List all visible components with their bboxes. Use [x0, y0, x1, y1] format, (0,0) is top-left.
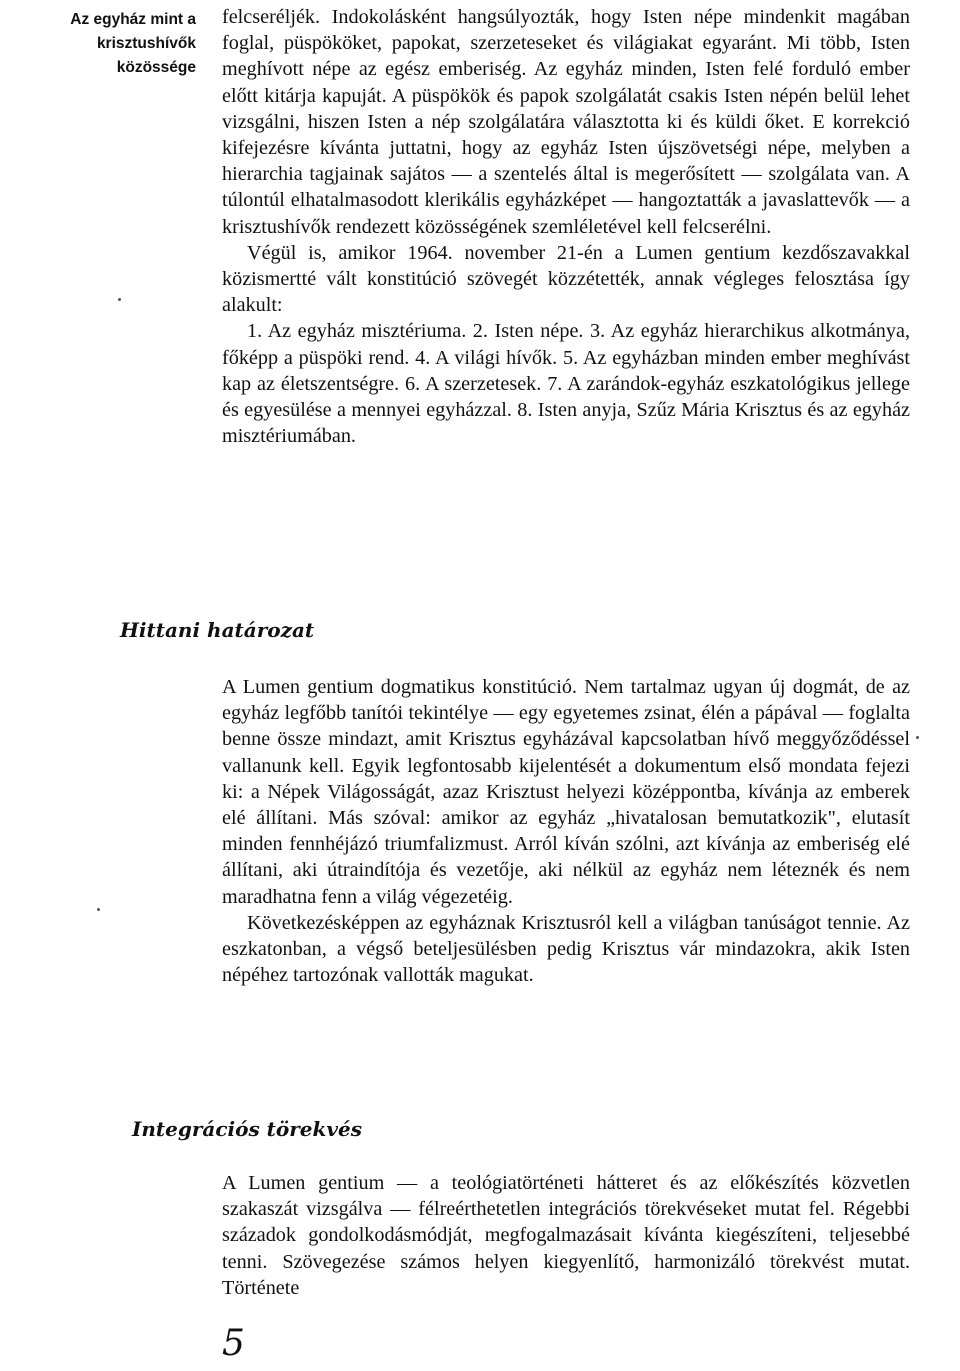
paragraph: felcseréljék. Indokolásként hangsúlyozták, hogy Isten népe mindenkit magában foglal, püspököket, papokat, szerzeteseket és világiakat egyaránt. Mi több, Isten meghívott népe az egész emberiség. Az egyház minden, Isten felé forduló ember előtt kitárja kapuját. A püspökök és papok szolgálatát csakis Isten népén belül lehet vizsgálni, hiszen Isten a nép szolgálatára választotta ki és küldi őket. E korrekció kifejezésre kívánta juttatni, hogy az egyház Isten újszövetségi népe, melyben a hierarchia tagjainak sajátos — a szentelés által is megerősített — szolgálata van. A túlontúl elhatalmasodott klerikális egyházképet — hangoztatták a javaslattevők — a krisztushívők rendezett közösségének szemléletével kell felcserélni. [222, 6, 910, 238]
scan-speck [97, 908, 100, 911]
margin-note [18, 8, 196, 80]
section-heading-integracios: Integrációs törekvés [132, 1117, 362, 1141]
paragraph: Végül is, amikor 1964. november 21-én a Lumen gentium kezdőszavakkal közismertté vált konstitúció szövegét közzétették, annak végleges felosztása így alakult: [222, 241, 910, 317]
text-block-3 [222, 1170, 910, 1301]
section-heading-hittani: Hittani határozat [120, 618, 315, 642]
text-block-2 [222, 674, 910, 988]
page-number: 5 [222, 1323, 245, 1364]
paragraph: Következésképpen az egyháznak Krisztusról kell a világban tanúságot tennie. Az eszkatonban, a végső beteljesülésben pedig Krisztus vár mindazokra, akik Isten népéhez tartozónak vallották magukat. [222, 911, 910, 987]
margin-note-line-3: közössége [116, 59, 196, 76]
scan-speck [118, 298, 121, 301]
margin-note-line-1: Az egyház mint a [70, 11, 196, 28]
text-block-1 [222, 4, 910, 449]
paragraph: 1. Az egyház misztériuma. 2. Isten népe. 3. Az egyház hierarchikus alkotmánya, főképp a püspöki rend. 4. A világi hívők. 5. Az egyházban minden ember meghívást kap az életszentségre. 6. A szerzetesek. 7. A zarándok-egyház eszkatológikus jellege és egyesülése a mennyei egyházzal. 8. Isten anyja, Szűz Mária Krisztus és az egyház misztériumában. [222, 320, 910, 448]
paragraph: A Lumen gentium dogmatikus konstitúció. Nem tartalmaz ugyan új dogmát, de az egyház legfőbb tanítói tekintélye — egy egyetemes zsinat, élén a pápával — foglalta benne össze mindazt, amit Krisztus egyházával kapcsolatban hívő meggyőződéssel vallanunk kell. Egyik legfontosabb kijelentését a dokumentum első mondata fejezi ki: a Népek Világosságát, azaz Krisztust helyezi középpontba, kívánja az emberek elé állítani. Más szóval: amikor az egyház „hivatalosan bemutatkozik", elutasít minden fennhéjázó triumfalizmust. Arról kíván szólni, azt kívánja az emberiség elé állítani, aki útraindítója és vezetője, aki nélkül az egyház nem léteznék és nem maradhatna fenn a világ végezetéig. [222, 676, 910, 908]
paragraph: A Lumen gentium — a teológiatörténeti hátteret és az előkészítés közvetlen szakaszát vizsgálva — félreérthetetlen integrációs törekvéseket mutat fel. Régebbi századok gondolkodásmódját, megfogalmazásait kívánta kiegészíteni, teljesebbé tenni. Szövegezése számos helyen kiegyenlítő, harmonizáló törekvést mutat. Története [222, 1172, 910, 1299]
scan-speck [916, 736, 919, 739]
margin-note-line-2: krisztushívők [96, 35, 196, 52]
